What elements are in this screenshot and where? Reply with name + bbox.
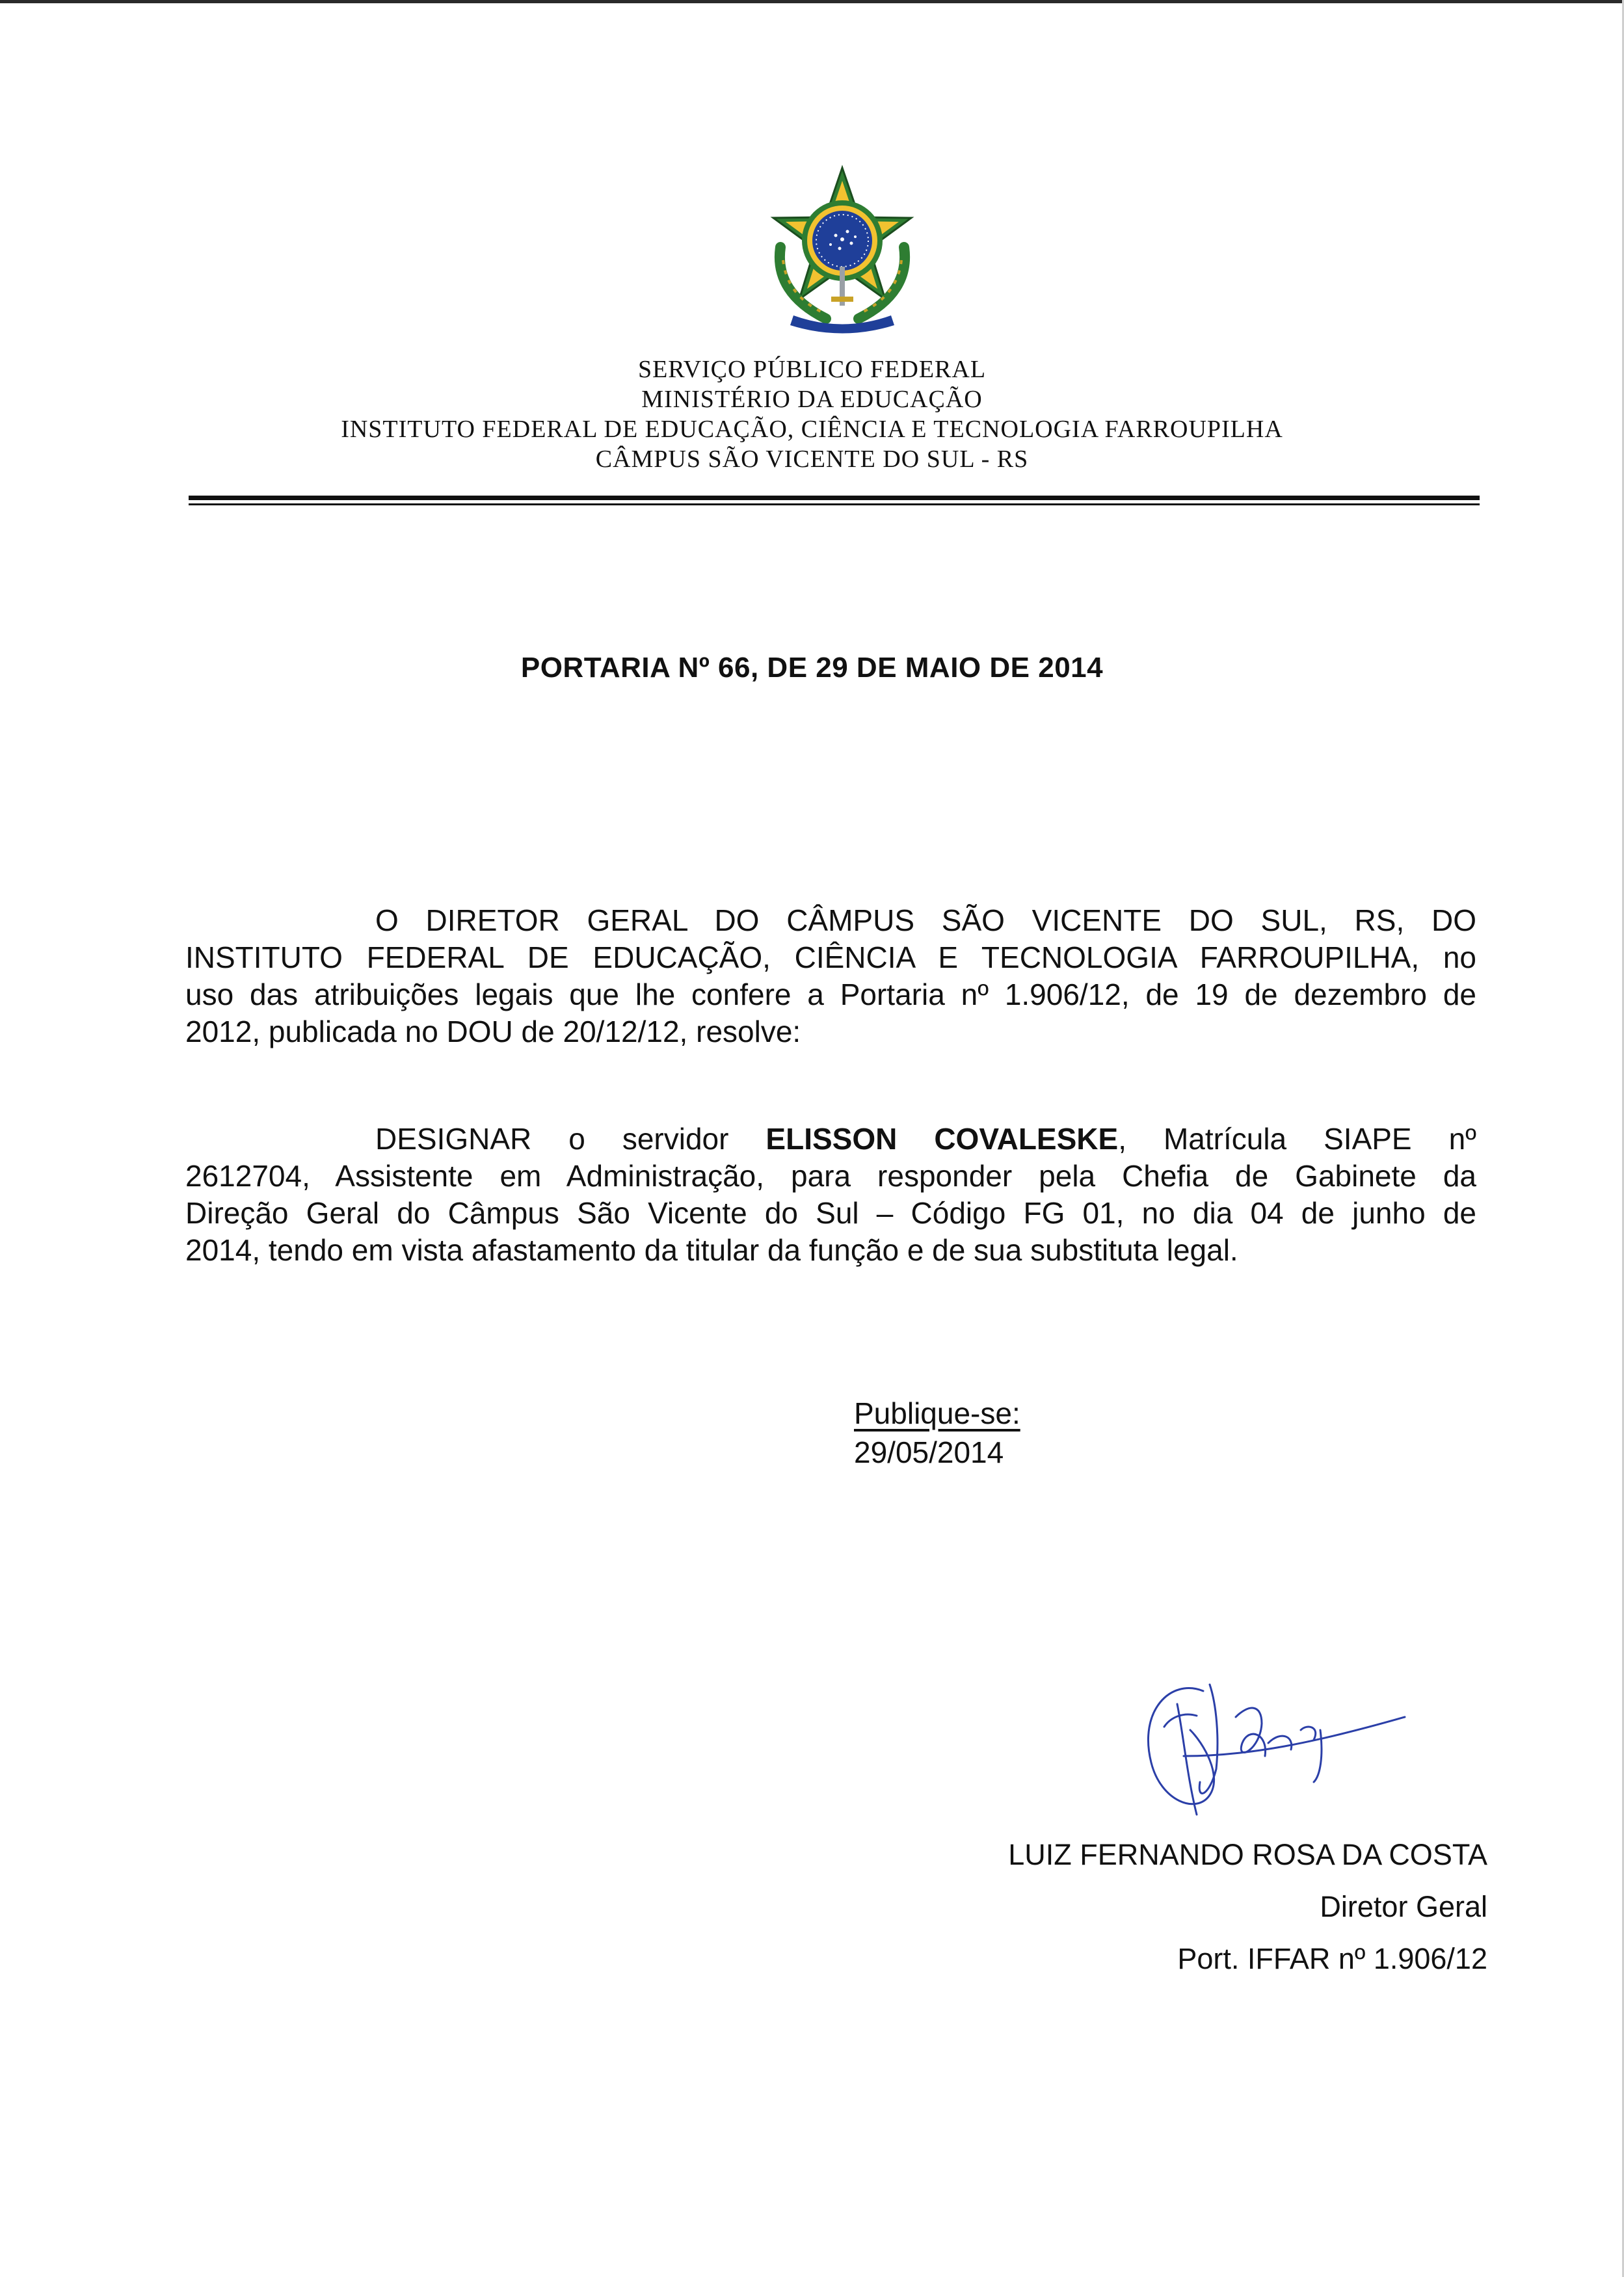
document-header xyxy=(0,354,1624,474)
header-line-campus: CÂMPUS SÃO VICENTE DO SUL - RS xyxy=(595,446,1029,473)
header-line-public-service: SERVIÇO PÚBLICO FEDERAL xyxy=(637,356,987,383)
signer-block xyxy=(1008,1829,1487,1985)
header-line-institute: INSTITUTO FEDERAL DE EDUCAÇÃO, CIÊNCIA E TECNOLOGIA FARROUPILHA xyxy=(341,416,1283,443)
preamble-line: O DIRETOR GERAL DO CÂMPUS SÃO VICENTE DO SUL, RS, DO xyxy=(375,903,1476,937)
header-line-ministry: MINISTÉRIO DA EDUCAÇÃO xyxy=(641,386,983,413)
designation-paragraph xyxy=(185,1121,1476,1269)
preamble-paragraph xyxy=(185,902,1476,1050)
designation-line: Direção Geral do Câmpus São Vicente do Sul – Código FG 01, no dia 04 de junho de xyxy=(185,1196,1476,1230)
designation-text: , Matrícula SIAPE nº xyxy=(1118,1122,1476,1156)
header-divider-thick xyxy=(189,496,1480,500)
signer-name: LUIZ FERNANDO ROSA DA COSTA xyxy=(1008,1838,1487,1871)
designation-line xyxy=(185,1121,1476,1158)
ordinance-title: PORTARIA Nº 66, DE 29 DE MAIO DE 2014 xyxy=(520,652,1104,684)
designation-line: 2014, tendo em vista afastamento da titular da função e de sua substituta legal. xyxy=(185,1233,1238,1267)
designation-text: DESIGNAR o servidor xyxy=(375,1122,766,1156)
preamble-line: uso das atribuições legais que lhe confere a Portaria nº 1.906/12, de 19 de dezembro de xyxy=(185,978,1476,1011)
publication-block xyxy=(854,1394,1020,1472)
signer-reference: Port. IFFAR nº 1.906/12 xyxy=(1177,1942,1487,1975)
preamble-line: 2012, publicada no DOU de 20/12/12, resolve: xyxy=(185,1015,801,1048)
designated-employee-name: ELISSON COVALESKE xyxy=(765,1122,1119,1156)
publication-date: 29/05/2014 xyxy=(854,1435,1004,1469)
designation-line: 2612704, Assistente em Administração, para responder pela Chefia de Gabinete da xyxy=(185,1159,1476,1193)
preamble-line: INSTITUTO FEDERAL DE EDUCAÇÃO, CIÊNCIA E TECNOLOGIA FARROUPILHA, no xyxy=(185,940,1476,974)
scan-edge xyxy=(0,0,1624,3)
publication-label: Publique-se: xyxy=(854,1396,1020,1430)
header-divider-thin xyxy=(189,503,1480,505)
signer-role: Diretor Geral xyxy=(1320,1890,1487,1923)
brazil-coat-of-arms-emblem xyxy=(754,163,930,338)
